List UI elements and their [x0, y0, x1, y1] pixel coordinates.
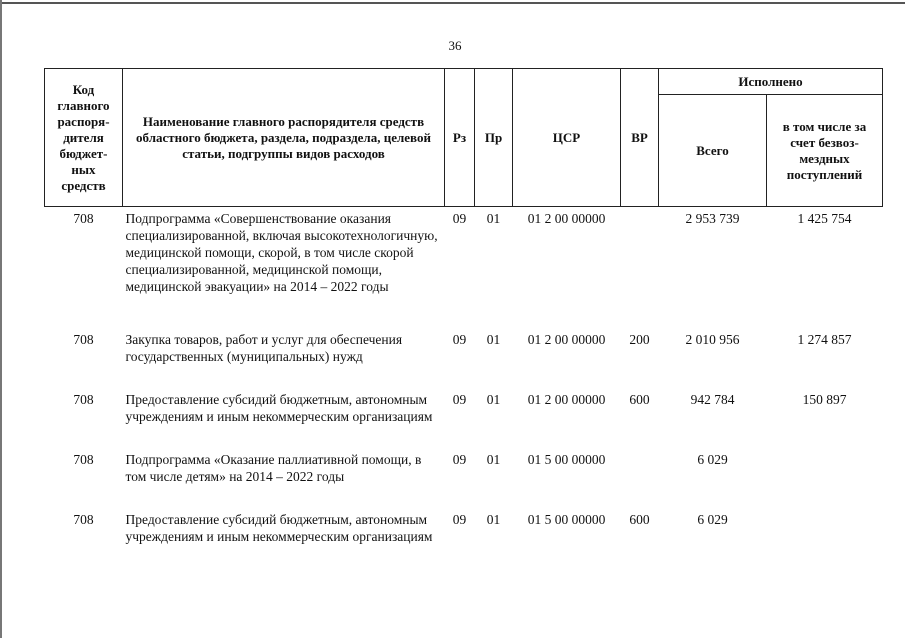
- cell-pr: 01: [486, 332, 501, 347]
- cell-code: 708: [73, 392, 94, 407]
- cell-total: 2 010 956: [685, 332, 740, 347]
- cell-vr: 600: [629, 512, 650, 527]
- cell-total: 6 029: [697, 452, 728, 467]
- cell-free: 150 897: [802, 392, 847, 407]
- header-name: Наименование главного распорядителя средств областного бюджета, раздела, подраздела, целевой статьи, подгруппы видов расходов: [123, 69, 445, 207]
- cell-vr: [621, 207, 659, 329]
- table-row: [45, 207, 883, 329]
- header-code: Код главного распоря-дителя бюджет-ных средств: [45, 69, 123, 207]
- table-header: [45, 69, 883, 207]
- header-vr: ВР: [621, 69, 659, 207]
- cell-code: 708: [73, 332, 94, 347]
- header-total: Всего: [659, 95, 767, 207]
- cell-code: 708: [73, 512, 94, 527]
- cell-name: Подпрограмма «Совершенствование оказания специализированной, включая высокотехнологичную, медицинской помощи, скорой, в том числе скорой специализированной, медицинской помощи, медицинской эвакуации» на 2014 – 2022 годы: [125, 211, 438, 294]
- table-row: [45, 388, 883, 448]
- cell-csr: 01 2 00 00000: [527, 332, 606, 347]
- page-number: 36: [448, 38, 462, 53]
- cell-rz: 09: [452, 392, 467, 407]
- cell-total: 6 029: [697, 512, 728, 527]
- table-row: [45, 448, 883, 508]
- cell-free: 1 274 857: [797, 332, 852, 347]
- header-rz: Рз: [445, 69, 475, 207]
- cell-vr: [621, 448, 659, 508]
- cell-total: 942 784: [690, 392, 735, 407]
- cell-free: 1 425 754: [797, 211, 852, 226]
- header-free: в том числе за счет безвоз-мездных поступлений: [767, 95, 883, 207]
- cell-name: Закупка товаров, работ и услуг для обеспечения государственных (муниципальных) нужд: [125, 332, 403, 364]
- cell-rz: 09: [452, 512, 467, 527]
- cell-csr: 01 5 00 00000: [527, 512, 606, 527]
- cell-rz: 09: [452, 211, 467, 226]
- table-body: [45, 207, 883, 569]
- scan-left-edge: [0, 0, 2, 638]
- cell-pr: 01: [486, 392, 501, 407]
- header-executed: Исполнено: [659, 69, 883, 95]
- cell-csr: 01 2 00 00000: [527, 392, 606, 407]
- cell-total: 2 953 739: [685, 211, 740, 226]
- table-row: [45, 508, 883, 568]
- cell-name: Предоставление субсидий бюджетным, автономным учреждениям и иным некоммерческим организациям: [125, 512, 433, 544]
- cell-pr: 01: [486, 512, 501, 527]
- cell-pr: 01: [486, 211, 501, 226]
- cell-csr: 01 2 00 00000: [527, 211, 606, 226]
- cell-rz: 09: [452, 452, 467, 467]
- cell-pr: 01: [486, 452, 501, 467]
- table-row: [45, 328, 883, 388]
- cell-free: [767, 508, 883, 568]
- budget-execution-table: [44, 68, 883, 568]
- scan-top-edge: [0, 2, 905, 4]
- cell-code: 708: [73, 452, 94, 467]
- cell-vr: 600: [629, 392, 650, 407]
- cell-name: Предоставление субсидий бюджетным, автономным учреждениям и иным некоммерческим организациям: [125, 392, 433, 424]
- cell-csr: 01 5 00 00000: [527, 452, 606, 467]
- cell-vr: 200: [629, 332, 650, 347]
- header-csr: ЦСР: [513, 69, 621, 207]
- cell-name: Подпрограмма «Оказание паллиативной помощи, в том числе детям» на 2014 – 2022 годы: [125, 452, 422, 484]
- cell-rz: 09: [452, 332, 467, 347]
- header-pr: Пр: [475, 69, 513, 207]
- cell-code: 708: [73, 211, 94, 226]
- cell-free: [767, 448, 883, 508]
